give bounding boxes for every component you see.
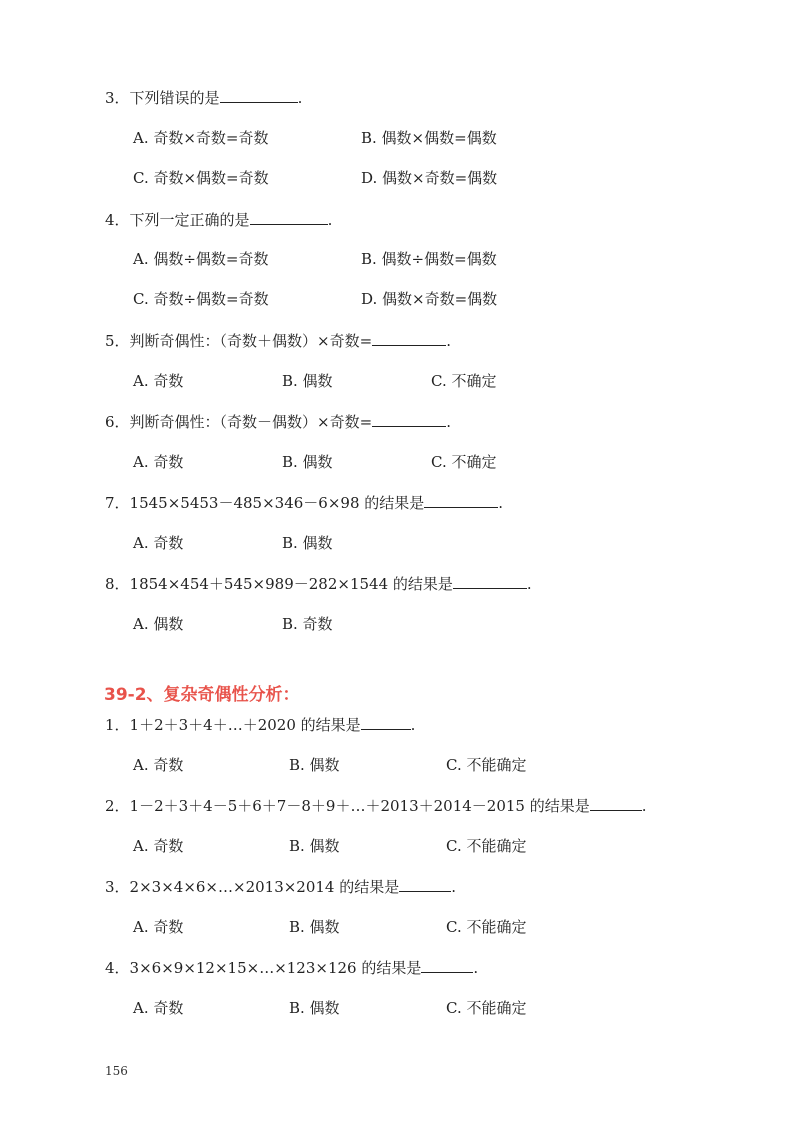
question-end: . — [473, 959, 479, 977]
question-number: 4． — [105, 211, 130, 229]
answer-option: A. 奇数 — [133, 534, 184, 552]
question-text: 1＋2＋3＋4＋…＋2020 的结果是 — [129, 716, 361, 734]
question-end: . — [327, 211, 333, 229]
answer-option: C. 奇数÷偶数=奇数 — [133, 290, 269, 308]
answer-option: A. 偶数 — [133, 615, 184, 633]
answer-option: A. 奇数 — [133, 756, 184, 774]
answer-option: B. 偶数 — [289, 756, 340, 774]
question-number: 5． — [105, 332, 130, 350]
answer-blank[interactable] — [421, 958, 473, 973]
answer-option: C. 不能确定 — [446, 918, 527, 936]
answer-blank[interactable] — [250, 210, 328, 225]
question-end: . — [498, 494, 504, 512]
question-end: . — [641, 797, 647, 815]
question-end: . — [410, 716, 416, 734]
question-text: 1854×454＋545×989－282×1544 的结果是 — [129, 575, 453, 593]
question-text: 下列一定正确的是 — [129, 211, 250, 229]
answer-option: B. 偶数÷偶数=偶数 — [361, 250, 497, 268]
answer-blank[interactable] — [453, 574, 527, 589]
answer-option: C. 不能确定 — [446, 999, 527, 1017]
answer-option: A. 奇数×奇数=奇数 — [133, 129, 269, 147]
answer-option: C. 不确定 — [431, 453, 497, 471]
answer-blank[interactable] — [361, 715, 411, 730]
answer-option: C. 不能确定 — [446, 837, 527, 855]
answer-option: B. 偶数×偶数=偶数 — [361, 129, 497, 147]
question-line — [105, 331, 451, 351]
answer-blank[interactable] — [424, 493, 498, 508]
answer-option: B. 偶数 — [282, 372, 333, 390]
question-text: 下列错误的是 — [129, 89, 220, 107]
answer-option: A. 奇数 — [133, 999, 184, 1017]
page-number: 156 — [105, 1064, 128, 1078]
question-line — [105, 715, 415, 735]
answer-option: B. 奇数 — [282, 615, 333, 633]
question-text: 3×6×9×12×15×…×123×126 的结果是 — [129, 959, 422, 977]
question-end: . — [297, 89, 303, 107]
answer-option: D. 偶数×奇数=偶数 — [361, 290, 498, 308]
question-line — [105, 877, 456, 897]
question-number: 6． — [105, 413, 130, 431]
section-title: 39-2、复杂奇偶性分析： — [104, 685, 300, 705]
answer-blank[interactable] — [372, 331, 446, 346]
question-text: 1－2＋3＋4－5＋6＋7－8＋9＋…＋2013＋2014－2015 的结果是 — [129, 797, 590, 815]
question-line — [105, 493, 503, 513]
question-text: 2×3×4×6×…×2013×2014 的结果是 — [129, 878, 400, 896]
question-line — [105, 796, 647, 816]
question-end: . — [446, 332, 451, 350]
answer-option: B. 偶数 — [289, 918, 340, 936]
question-end: . — [526, 575, 532, 593]
question-end: . — [451, 878, 457, 896]
answer-option: A. 奇数 — [133, 372, 184, 390]
answer-option: D. 偶数×奇数=偶数 — [361, 169, 498, 187]
answer-blank[interactable] — [220, 88, 298, 103]
question-line — [105, 958, 478, 978]
question-number: 4． — [105, 959, 130, 977]
answer-option: B. 偶数 — [282, 534, 333, 552]
answer-option: A. 奇数 — [133, 453, 184, 471]
question-number: 3． — [105, 89, 130, 107]
answer-option: A. 偶数÷偶数=奇数 — [133, 250, 269, 268]
question-number: 8． — [105, 575, 130, 593]
question-line — [105, 210, 332, 230]
answer-option: C. 不确定 — [431, 372, 497, 390]
question-text: 判断奇偶性：（奇数－偶数）×奇数= — [129, 413, 373, 431]
answer-option: B. 偶数 — [282, 453, 333, 471]
answer-blank[interactable] — [399, 877, 451, 892]
question-line — [105, 88, 302, 108]
answer-option: A. 奇数 — [133, 837, 184, 855]
answer-option: A. 奇数 — [133, 918, 184, 936]
question-number: 3． — [105, 878, 130, 896]
answer-blank[interactable] — [590, 796, 642, 811]
question-number: 7． — [105, 494, 130, 512]
question-text: 判断奇偶性：（奇数＋偶数）×奇数= — [129, 332, 373, 350]
question-line — [105, 412, 451, 432]
answer-option: C. 不能确定 — [446, 756, 527, 774]
answer-option: B. 偶数 — [289, 837, 340, 855]
answer-option: C. 奇数×偶数=奇数 — [133, 169, 269, 187]
question-line — [105, 574, 532, 594]
question-number: 1． — [105, 716, 130, 734]
question-text: 1545×5453－485×346－6×98 的结果是 — [129, 494, 425, 512]
answer-blank[interactable] — [372, 412, 446, 427]
answer-option: B. 偶数 — [289, 999, 340, 1017]
question-number: 2． — [105, 797, 130, 815]
question-end: . — [446, 413, 451, 431]
